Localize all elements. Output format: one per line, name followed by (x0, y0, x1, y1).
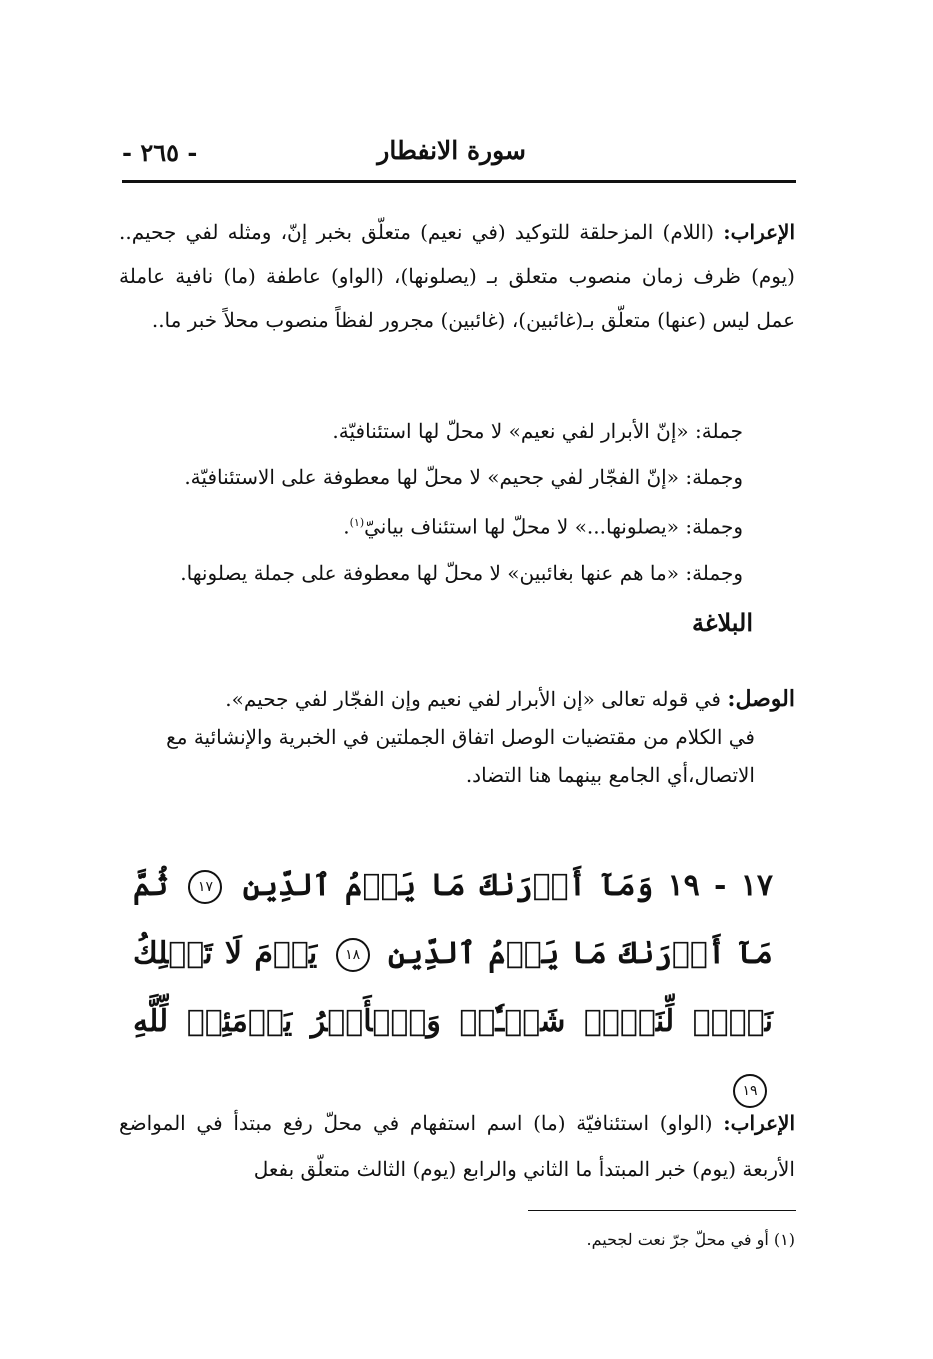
verse-numbers: ١٧ - ١٩ (667, 868, 773, 903)
wasl-label: الوصل: (727, 686, 795, 712)
verse-part: ثُمَّ مَآ أَدۡرَىٰكَ مَا يَوۡمُ ٱلدِّينِ (133, 868, 773, 971)
page-header (122, 136, 796, 176)
balagha-heading: البلاغة (692, 608, 753, 637)
irab-label: الإعراب: (723, 1111, 795, 1135)
irab-text: (الواو) استئنافيّة (ما) اسم استفهام في محلّ رفع مبتدأ في المواضع الأربعة (يوم) خبر المبتدأ ما الثاني والرابع (يوم) الثالث متعلّق بفعل (119, 1111, 795, 1181)
jumla-text: وجملة: «يصلونها...» لا محلّ لها استئناف بيانيّ (364, 514, 743, 539)
verse-part: وَمَآ أَدۡرَىٰكَ مَا يَوۡمُ ٱلدِّينِ (242, 868, 654, 903)
jumla-line: جملة: «إنّ الأبرار لفي نعيم» لا محلّ لها استئنافيّة. (332, 419, 743, 443)
ayah-end-marker: ١٨ (336, 938, 370, 972)
irab-paragraph-2 (119, 1100, 795, 1192)
header-divider (122, 180, 796, 183)
irab-text: (اللام) المزحلقة للتوكيد (في نعيم) متعلّق بخبر إنّ، ومثله لفي جحيم.. (يوم) ظرف زمان منصوب متعلق بـ (يصلونها)، (الواو) عاطفة (ما) نافية عاملة عمل ليس (عنها) متعلّق بـ(غائبين)، (غائبين) مجرور لفظاً منصوب محلاً خبر ما.. (119, 220, 795, 332)
irab-paragraph-1 (119, 210, 795, 342)
footnote: (١) أو في محلّ جرّ نعت لجحيم. (586, 1230, 795, 1249)
wasl-line2: في الكلام من مقتضيات الوصل اتفاق الجملتين في الخبرية والإنشائية مع الاتصال،أي الجامع بينهما هنا التضاد. (166, 725, 755, 787)
jumla-line: وجملة: «ما هم عنها بغائبين» لا محلّ لها معطوفة على جملة يصلونها. (180, 560, 743, 585)
jumla-end: . (343, 514, 350, 539)
wasl-first-line (115, 680, 795, 718)
footnote-ref: (١) (349, 516, 365, 529)
irab-label: الإعراب: (723, 220, 795, 244)
wasl-line1: في قوله تعالى «إن الأبرار لفي نعيم وإن الفجّار لفي جحيم». (225, 687, 721, 711)
page-number: - ٢٦٥ - (122, 138, 198, 167)
jumla-line: وجملة: «إنّ الفجّار لفي جحيم» لا محلّ لها معطوفة على الاستئنافيّة. (184, 465, 743, 489)
ayah-end-marker: ١٧ (188, 870, 222, 904)
verse-part: يَوۡمَ لَا تَمۡلِكُ نَفۡسٞ لِّنَفۡسٖ شَيۡـٔٗاۖ وَٱلۡأَمۡرُ يَوۡمَئِذٖ لِّلَّهِ (133, 936, 773, 1039)
quran-verse (133, 852, 773, 1124)
jumal-list (143, 408, 743, 596)
jumla-line (143, 500, 743, 550)
surah-title: سورة الانفطار (377, 136, 526, 165)
footnote-divider (528, 1210, 796, 1211)
wasl-section (115, 680, 795, 794)
ayah-end-marker: ١٩ (733, 1074, 767, 1108)
